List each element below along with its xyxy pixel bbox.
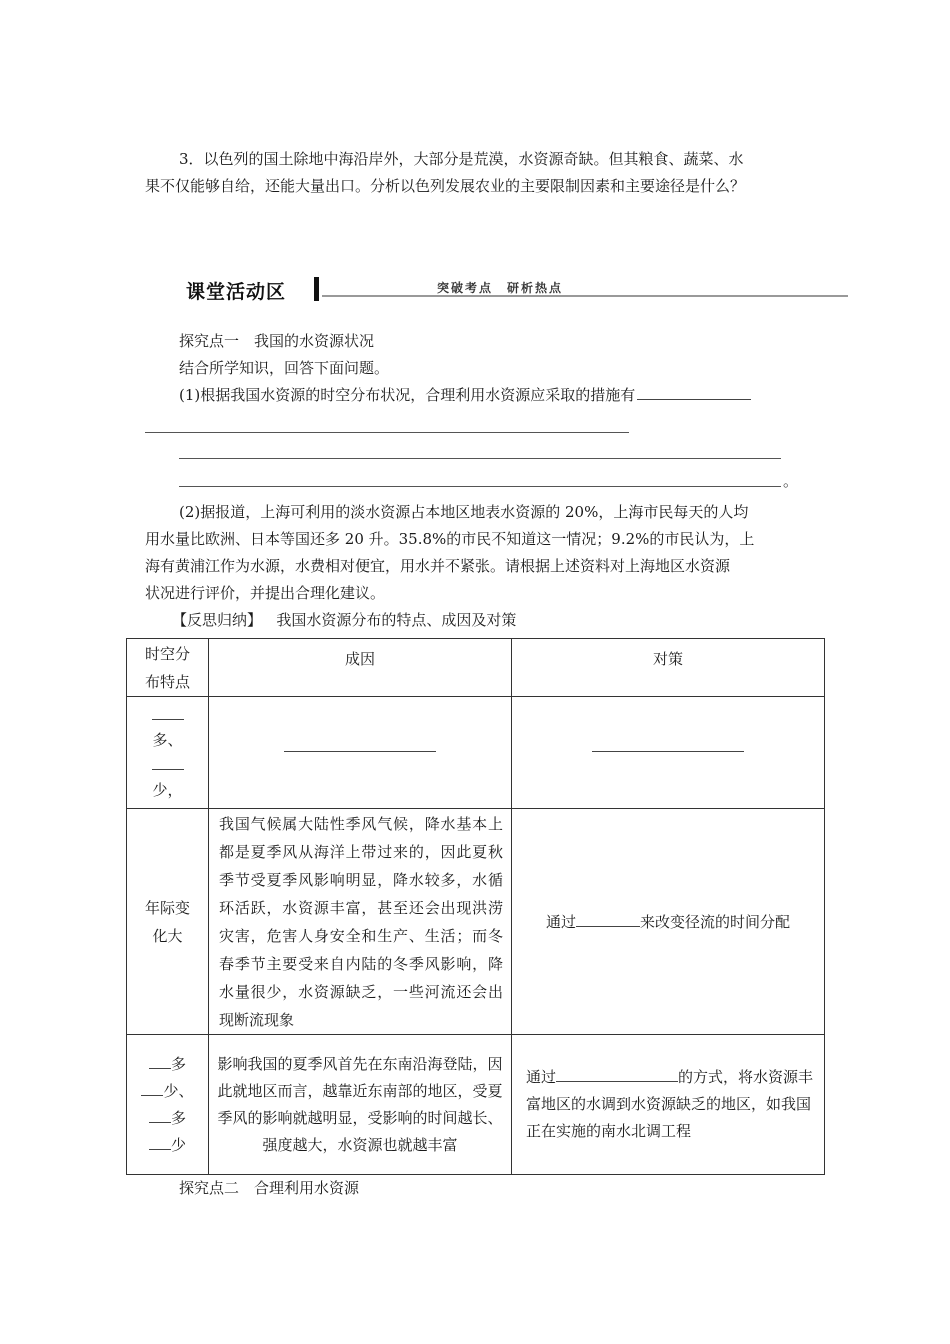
answer-blank[interactable] bbox=[637, 398, 751, 400]
explore-1-q2-line-2: 用水量比欧洲、日本等国还多 20 升。35.8%的市民不知道这一情况；9.2%的市民认为，上 bbox=[145, 530, 755, 548]
table-row bbox=[127, 809, 825, 1035]
answer-blank[interactable] bbox=[284, 750, 436, 752]
row1-feature bbox=[127, 697, 209, 809]
row3-feature-d: 少 bbox=[170, 1135, 186, 1154]
section-banner-title: 课堂活动区 bbox=[186, 281, 287, 303]
explore-2-heading: 探究点二 合理利用水资源 bbox=[179, 1179, 360, 1197]
question-3-line-2: 果不仅能够自给，还能大量出口。分析以色列发展农业的主要限制因素和主要途径是什么？ bbox=[145, 177, 746, 195]
row1-measure bbox=[512, 697, 825, 809]
row2-measure bbox=[512, 809, 825, 1035]
row3-measure-prefix: 通过 bbox=[526, 1068, 557, 1086]
row3-feature-a: 多 bbox=[170, 1054, 186, 1073]
answer-period: 。 bbox=[783, 472, 799, 490]
header-feature bbox=[127, 639, 209, 697]
row2-cause-text: 我国气候属大陆性季风气候，降水基本上都是夏季风从海洋上带过来的，因此夏秋季节受夏季风影响明显，降水较多，水循环活跃，水资源丰富，甚至还会出现洪涝灾害，危害人身安全和生产、生活；而冬春季节主要受来自内陆的冬季风影响，降水量很少，水资源缺乏，一些河流还会出现断流现象 bbox=[219, 814, 503, 1029]
water-resource-table bbox=[126, 638, 825, 1175]
row3-cause bbox=[209, 1035, 512, 1175]
explore-1-q2-line-4: 状况进行评价，并提出合理化建议。 bbox=[145, 584, 386, 602]
row1-cause bbox=[209, 697, 512, 809]
answer-blank[interactable] bbox=[592, 750, 744, 752]
answer-blank[interactable] bbox=[149, 1067, 171, 1069]
row1-feature-a: 多、 bbox=[152, 730, 183, 749]
row2-cause bbox=[209, 809, 512, 1035]
summary-title: 我国水资源分布的特点、成因及对策 bbox=[276, 611, 517, 629]
row3-feature bbox=[127, 1035, 209, 1175]
explore-1-q1-text: (1)根据我国水资源的时空分布状况，合理利用水资源应采取的措施有 bbox=[179, 386, 636, 404]
row3-cause-text: 影响我国的夏季风首先在东南沿海登陆，因此就地区而言，越靠近东南部的地区，受夏季风的影响就越明显，受影响的时间越长、强度越大，水资源也就越丰富 bbox=[217, 1054, 503, 1154]
question-3-line-1: 3．以色列的国土除地中海沿岸外，大部分是荒漠，水资源奇缺。但其粮食、蔬菜、水 bbox=[179, 150, 744, 168]
row3-measure bbox=[512, 1035, 825, 1175]
table-row bbox=[127, 697, 825, 809]
answer-blank[interactable] bbox=[149, 1121, 171, 1123]
row3-feature-c: 多 bbox=[170, 1108, 186, 1127]
banner-divider-bar bbox=[314, 277, 319, 301]
answer-line[interactable] bbox=[145, 432, 629, 433]
header-cause: 成因 bbox=[209, 639, 512, 697]
explore-1-instruction: 结合所学知识，回答下面问题。 bbox=[179, 359, 390, 377]
explore-1-q1 bbox=[179, 384, 753, 405]
answer-line[interactable] bbox=[179, 486, 781, 487]
header-feature-line-1: 时空分 bbox=[144, 644, 190, 663]
row1-feature-b: 少， bbox=[152, 780, 183, 799]
row2-measure-prefix: 通过 bbox=[545, 912, 576, 931]
explore-1-q2-line-1: (2)据报道，上海可利用的淡水资源占本地区地表水资源的 20%，上海市民每天的人均 bbox=[179, 503, 749, 521]
row3-measure-suffix: 的方式，将水资源丰富地区的水调到水资源缺乏的地区，如我国正在实施的南水北调工程 bbox=[526, 1068, 814, 1140]
summary-label: 【反思归纳】 bbox=[172, 611, 263, 629]
header-measure: 对策 bbox=[512, 639, 825, 697]
row3-feature-b: 少、 bbox=[163, 1081, 194, 1100]
answer-blank[interactable] bbox=[556, 1080, 678, 1082]
row2-feature bbox=[127, 809, 209, 1035]
header-feature-line-2: 布特点 bbox=[144, 672, 190, 691]
answer-blank[interactable] bbox=[141, 1094, 163, 1096]
explore-1-q2-line-3: 海有黄浦江作为水源，水费相对便宜，用水并不紧张。请根据上述资料对上海地区水资源 bbox=[145, 557, 731, 575]
section-banner-subtitle: 突破考点 研析热点 bbox=[437, 281, 564, 295]
explore-1-heading: 探究点一 我国的水资源状况 bbox=[179, 332, 375, 350]
row2-feature-line-2: 化大 bbox=[152, 926, 183, 945]
row2-measure-suffix: 来改变径流的时间分配 bbox=[640, 912, 791, 931]
table-header-row bbox=[127, 639, 825, 697]
answer-line[interactable] bbox=[179, 458, 781, 459]
answer-blank[interactable] bbox=[152, 768, 184, 770]
answer-blank[interactable] bbox=[149, 1148, 171, 1150]
row2-feature-line-1: 年际变 bbox=[144, 898, 190, 917]
answer-blank[interactable] bbox=[576, 925, 640, 927]
table-row bbox=[127, 1035, 825, 1175]
banner-rule bbox=[322, 295, 848, 297]
summary-heading bbox=[172, 609, 516, 630]
answer-blank[interactable] bbox=[152, 718, 184, 720]
